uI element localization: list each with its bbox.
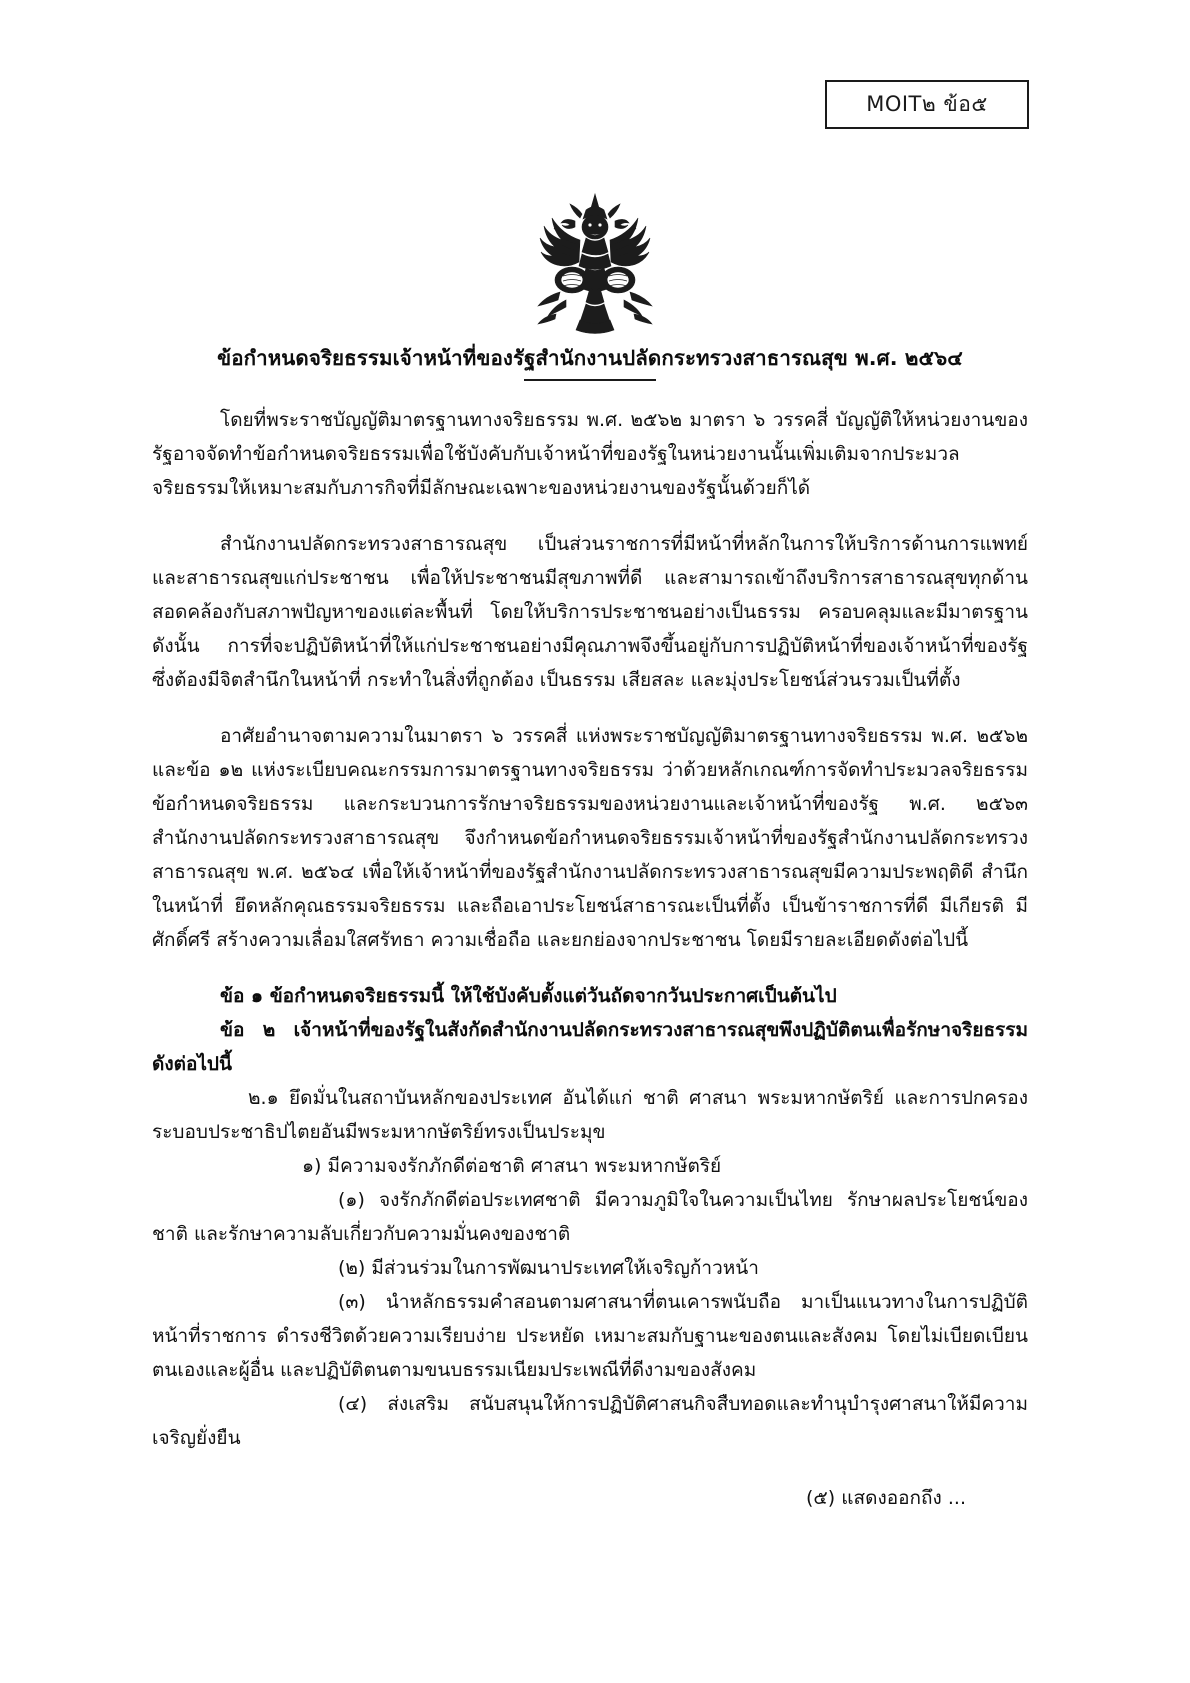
moit-reference-box — [825, 80, 1029, 129]
list-item-1-paren: ๑) มีความจงรักภักดีต่อชาติ ศาสนา พระมหากษัตริย์ — [302, 1154, 722, 1177]
title-divider — [524, 379, 656, 381]
title-divider-wrap — [152, 379, 1028, 381]
list-item-sub-1: (๑) จงรักภักดีต่อประเทศชาติ มีความภูมิใจในความเป็นไทย รักษาผลประโยชน์ของชาติ และรักษาความลับเกี่ยวกับความมั่นคงของชาติ — [152, 1188, 1028, 1245]
continuation-note: (๕) แสดงออกถึง ... — [806, 1486, 966, 1509]
garuda-emblem-icon — [520, 188, 670, 336]
list-item-sub-2: (๒) มีส่วนร่วมในการพัฒนาประเทศให้เจริญก้าวหน้า — [338, 1256, 759, 1279]
clause-2: ข้อ ๒ เจ้าหน้าที่ของรัฐในสังกัดสำนักงานปลัดกระทรวงสาธารณสุขพึงปฏิบัติตนเพื่อรักษาจริยธรรม ดังต่อไปนี้ — [152, 1018, 1028, 1075]
list-item-sub-3: (๓) นำหลักธรรมคำสอนตามศาสนาที่ตนเคารพนับถือ มาเป็นแนวทางในการปฏิบัติหน้าที่ราชการ ดำรงชีวิตด้วยความเรียบง่าย ประหยัด เหมาะสมกับฐานะของตนและสังคม โดยไม่เบียดเบียนตนเองและผู้อื่น และปฏิบัติตนตามขนบธรรมเนียมประเพณีที่ดีงามของสังคม — [152, 1290, 1028, 1381]
document-title: ข้อกำหนดจริยธรรมเจ้าหน้าที่ของรัฐสำนักงานปลัดกระทรวงสาธารณสุข พ.ศ. ๒๕๖๔ — [217, 346, 963, 370]
emblem-container — [0, 188, 1190, 336]
document-body — [152, 345, 1028, 1515]
paragraph-preamble: โดยที่พระราชบัญญัติมาตรฐานทางจริยธรรม พ.ศ. ๒๕๖๒ มาตรา ๖ วรรคสี่ บัญญัติให้หน่วยงานของรัฐอาจจัดทำข้อกำหนดจริยธรรมเพื่อใช้บังคับกับเจ้าหน้าที่ของรัฐในหน่วยงานนั้นเพิ่มเติมจากประมวลจริยธรรมให้เหมาะสมกับภารกิจที่มีลักษณะเฉพาะของหน่วยงานของรัฐนั้นด้วยก็ได้ — [152, 408, 1028, 499]
paragraph-authority: อาศัยอำนาจตามความในมาตรา ๖ วรรคสี่ แห่งพระราชบัญญัติมาตรฐานทางจริยธรรม พ.ศ. ๒๕๖๒ และข้อ ๑๒ แห่งระเบียบคณะกรรมการมาตรฐานทางจริยธรรม ว่าด้วยหลักเกณฑ์การจัดทำประมวลจริยธรรม ข้อกำหนดจริยธรรม และกระบวนการรักษาจริยธรรมของหน่วยงานและเจ้าหน้าที่ของรัฐ พ.ศ. ๒๕๖๓ สำนักงานปลัดกระทรวงสาธารณสุข จึงกำหนดข้อกำหนดจริยธรรมเจ้าหน้าที่ของรัฐสำนักงานปลัดกระทรวงสาธารณสุข พ.ศ. ๒๕๖๔ เพื่อให้เจ้าหน้าที่ของรัฐสำนักงานปลัดกระทรวงสาธารณสุขมีความประพฤติดี สำนึกในหน้าที่ ยึดหลักคุณธรรมจริยธรรม และถือเอาประโยชน์สาธารณะเป็นที่ตั้ง เป็นข้าราชการที่ดี มีเกียรติ มีศักดิ์ศรี สร้างความเลื่อมใสศรัทธา ความเชื่อถือ และยกย่องจากประชาชน โดยมีรายละเอียดดังต่อไปนี้ — [152, 724, 1028, 951]
paragraph-mission: สำนักงานปลัดกระทรวงสาธารณสุข เป็นส่วนราชการที่มีหน้าที่หลักในการให้บริการด้านการแพทย์และสาธารณสุขแก่ประชาชน เพื่อให้ประชาชนมีสุขภาพที่ดี และสามารถเข้าถึงบริการสาธารณสุขทุกด้าน สอดคล้องกับสภาพปัญหาของแต่ละพื้นที่ โดยให้บริการประชาชนอย่างเป็นธรรม ครอบคลุมและมีมาตรฐาน ดังนั้น การที่จะปฏิบัติหน้าที่ให้แก่ประชาชนอย่างมีคุณภาพจึงขึ้นอยู่กับการปฏิบัติหน้าที่ของเจ้าหน้าที่ของรัฐซึ่งต้องมีจิตสำนึกในหน้าที่ กระทำในสิ่งที่ถูกต้อง เป็นธรรม เสียสละ และมุ่งประโยชน์ส่วนรวมเป็นที่ตั้ง — [152, 532, 1028, 691]
moit-reference-label: MOIT๒ ข้อ๕ — [866, 92, 988, 116]
list-item-2-1: ๒.๑ ยึดมั่นในสถาบันหลักของประเทศ อันได้แก่ ชาติ ศาสนา พระมหากษัตริย์ และการปกครอง ระบอบประชาธิปไตยอันมีพระมหากษัตริย์ทรงเป็นประมุข — [152, 1086, 1028, 1143]
list-item-sub-4: (๔) ส่งเสริม สนับสนุนให้การปฏิบัติศาสนกิจสืบทอดและทำนุบำรุงศาสนาให้มีความเจริญยั่งยืน — [152, 1392, 1028, 1449]
clause-1: ข้อ ๑ ข้อกำหนดจริยธรรมนี้ ให้ใช้บังคับตั้งแต่วันถัดจากวันประกาศเป็นต้นไป — [220, 984, 837, 1007]
